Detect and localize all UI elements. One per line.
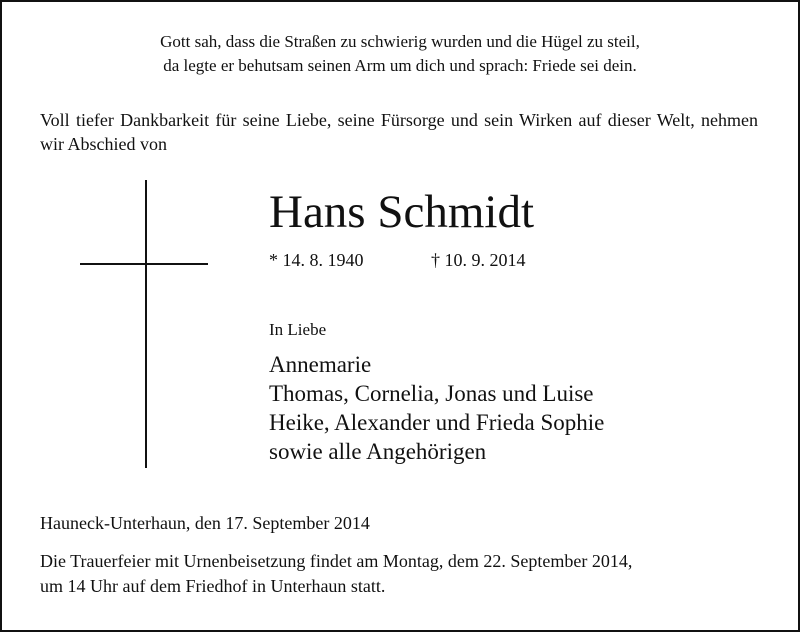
motto-verse: [40, 30, 760, 78]
birth-date: * 14. 8. 1940: [269, 250, 364, 270]
motto-line-2: da legte er behutsam seinen Arm um dich und sprach: Friede sei dein.: [163, 56, 637, 75]
mourners-heading: In Liebe: [269, 320, 327, 339]
mourner-line: sowie alle Angehörigen: [269, 439, 487, 464]
ceremony-line-1: Die Trauerfeier mit Urnenbeisetzung findet am Montag, dem 22. September 2014,: [40, 551, 633, 571]
deceased-name: Hans Schmidt: [269, 186, 535, 238]
death-date: † 10. 9. 2014: [431, 250, 526, 270]
mourner-line: Thomas, Cornelia, Jonas und Luise: [269, 381, 594, 406]
mourners-list: [269, 350, 604, 466]
motto-line-1: Gott sah, dass die Straßen zu schwierig wurden und die Hügel zu steil,: [160, 32, 640, 51]
life-dates: [269, 248, 526, 272]
ceremony-info: [40, 549, 632, 599]
place-and-date: Hauneck-Unterhaun, den 17. September 2014: [40, 513, 370, 533]
cross-horizontal-bar: [80, 263, 208, 265]
mourner-line: Annemarie: [269, 352, 372, 377]
cross-vertical-bar: [145, 180, 147, 468]
mourner-line: Heike, Alexander und Frieda Sophie: [269, 410, 605, 435]
ceremony-line-2: um 14 Uhr auf dem Friedhof in Unterhaun statt.: [40, 576, 386, 596]
intro-text: Voll tiefer Dankbarkeit für seine Liebe, seine Fürsorge und sein Wirken auf dieser Welt, nehmen wir Abschied von: [40, 110, 758, 154]
